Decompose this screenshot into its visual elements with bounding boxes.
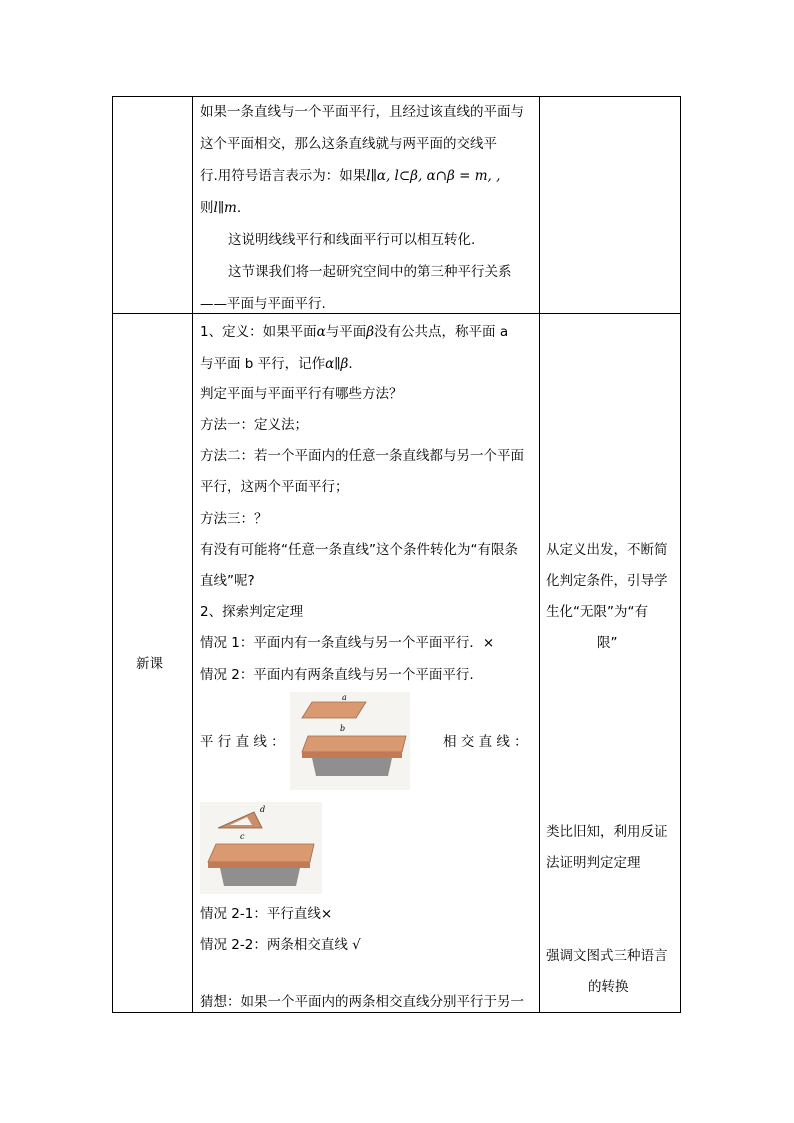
intro-para-2: 这说明线线平行和线面平行可以相互转化. bbox=[228, 232, 476, 248]
method-2-line1: 方法二：若一个平面内的任意一条直线都与另一个平面 bbox=[200, 448, 524, 464]
method-1: 方法一：定义法； bbox=[200, 417, 308, 433]
board-under bbox=[312, 758, 392, 776]
table-border-left bbox=[112, 96, 113, 1013]
note-2-line1: 类比旧知，利用反证 bbox=[546, 824, 668, 840]
question-methods: 判定平面与平面平行有哪些方法？ bbox=[200, 386, 403, 402]
intersecting-lines-label: 相 交 直 线 ： bbox=[443, 734, 528, 750]
definition-line-1: 1、定义：如果平面α与平面β没有公共点，称平面 a bbox=[200, 324, 509, 340]
question-finite-line2: 直线”呢? bbox=[200, 573, 255, 589]
parallel-lines-label: 平 行 直 线 ： bbox=[200, 734, 285, 750]
note-1-line3: 生化“无限”为“有 bbox=[546, 604, 648, 620]
intro-line-4: 则l∥m. bbox=[200, 200, 242, 216]
definition-line-2: 与平面 b 平行，记作α∥β. bbox=[200, 356, 353, 372]
case-1: 情况 1：平面内有一条直线与另一个平面平行．× bbox=[200, 635, 495, 651]
intro-para-3-line1: 这节课我们将一起研究空间中的第三种平行关系 bbox=[228, 264, 512, 280]
table-divider-col1 bbox=[192, 96, 193, 1013]
note-2-line2: 法证明判定定理 bbox=[546, 855, 641, 871]
note-1-line2: 化判定条件，引导学 bbox=[546, 573, 668, 589]
board-top bbox=[302, 736, 406, 752]
explore-heading: 2、探索判定定理 bbox=[200, 604, 304, 620]
section-label-new-lesson: 新课 bbox=[136, 656, 163, 672]
intro-line-1: 如果一条直线与一个平面平行，且经过该直线的平面与 bbox=[200, 104, 524, 120]
intro-line-2: 这个平面相交，那么这条直线就与两平面的交线平 bbox=[200, 136, 497, 152]
note-1-line1: 从定义出发，不断简 bbox=[546, 542, 668, 558]
label-d: d bbox=[260, 805, 266, 814]
case-2: 情况 2：平面内有两条直线与另一个平面平行. bbox=[200, 667, 474, 683]
intro-line-3: 行.用符号语言表示为：如果l∥α, l⊂β, α∩β = m, , bbox=[200, 168, 501, 184]
question-finite-line1: 有没有可能将“任意一条直线”这个条件转化为“有限条 bbox=[200, 542, 518, 558]
intro-formula: l∥α, l⊂β, α∩β = m, , bbox=[366, 168, 501, 184]
intersecting-lines-figure bbox=[200, 802, 322, 894]
parallel-lines-figure bbox=[290, 692, 410, 790]
case-2-1: 情况 2-1：平行直线× bbox=[200, 906, 333, 922]
note-3-line2: 的转换 bbox=[588, 979, 629, 995]
label-c: c bbox=[240, 832, 245, 841]
lesson-table bbox=[112, 96, 681, 1013]
note-3-line1: 强调文图式三种语言 bbox=[546, 948, 668, 964]
method-2-line2: 平行，这两个平面平行； bbox=[200, 479, 349, 495]
table-divider-col2 bbox=[539, 96, 540, 1013]
table-row-divider bbox=[112, 313, 681, 314]
board-front bbox=[302, 752, 402, 758]
table-border-right bbox=[680, 96, 681, 1013]
conjecture: 猜想：如果一个平面内的两条相交直线分别平行于另一 bbox=[200, 994, 524, 1010]
table-border-bottom bbox=[112, 1012, 681, 1013]
small-plate bbox=[302, 702, 366, 718]
label-b: b bbox=[340, 724, 346, 733]
method-3: 方法三：？ bbox=[200, 511, 268, 527]
intro-para-3-line2: ——平面与平面平行. bbox=[200, 296, 326, 312]
note-1-line4: 限” bbox=[597, 635, 618, 651]
case-2-2: 情况 2-2：两条相交直线 √ bbox=[200, 937, 361, 953]
table-border-top bbox=[112, 96, 681, 97]
label-a: a bbox=[342, 693, 347, 702]
